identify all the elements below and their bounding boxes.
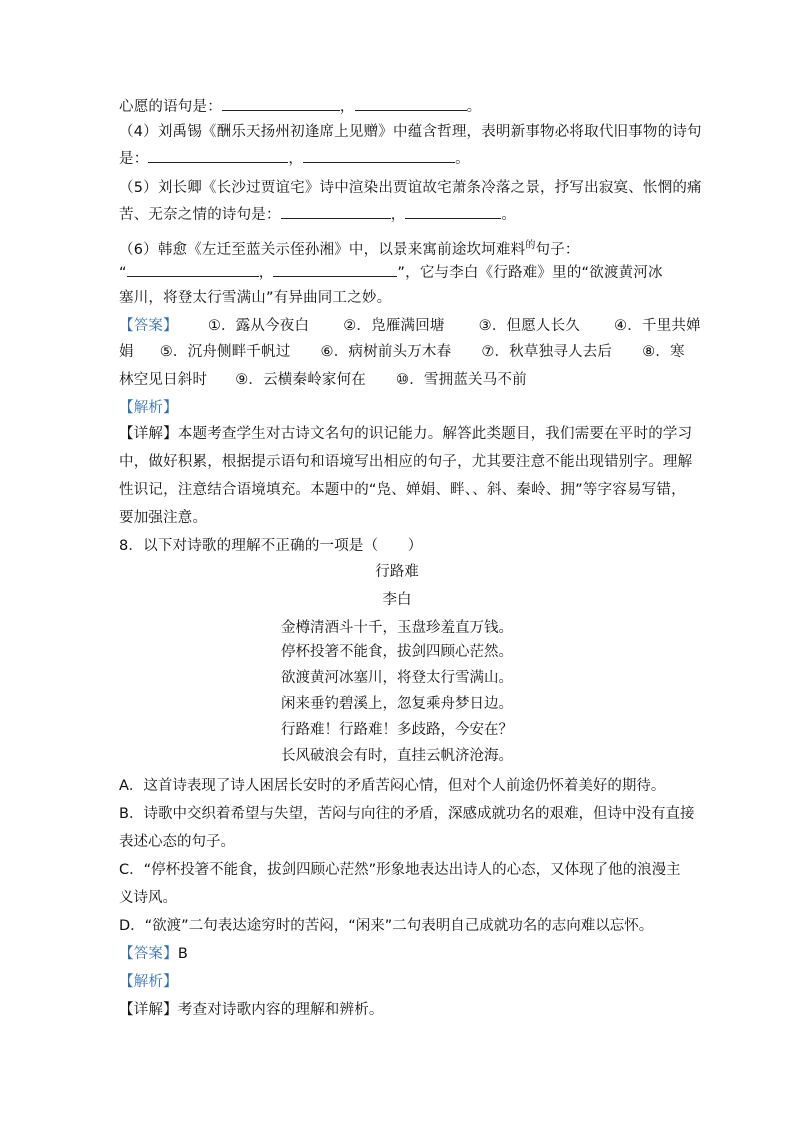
poem-title: 行路难 (375, 564, 419, 580)
analysis1-line1 (119, 424, 692, 444)
period: 。 (501, 207, 517, 223)
answer-item: 林空见日斜时 (119, 372, 208, 388)
q6-text-b: 句子： (535, 242, 580, 258)
option-a[interactable]: A．这首诗表现了诗人困居长安时的矛盾苦闷心情，但对个人前途仍怀着美好的期待。 (119, 778, 666, 794)
period: 。 (466, 99, 482, 115)
poem-line: 停杯投箸不能食，拔剑四顾心茫然。 (281, 644, 513, 660)
period: 。 (455, 151, 470, 167)
answer-item: ⑤．沉舟侧畔千帆过 (159, 344, 291, 360)
answer-item: ⑦．秋草独寻人去后 (481, 344, 613, 360)
option-c[interactable]: C．“停杯投箸不能食，拔剑四顾心茫然”形象地表达出诗人的心态，又体现了他的浪漫主 (119, 862, 681, 878)
q3-line (119, 96, 481, 117)
answer-blank[interactable] (355, 96, 467, 111)
comma: ， (390, 207, 406, 223)
option-b-cont: 表述心态的句子。 (119, 834, 235, 850)
poem-line: 闲来垂钓碧溪上，忽复乘舟梦日边。 (281, 696, 513, 712)
poem-line: 金樽清酒斗十千，玉盘珍羞直万钱。 (281, 620, 513, 636)
q6-text: （6）韩愈《左迁至蓝关示侄孙湘》中，以景来寓前途坎坷难料 (119, 242, 526, 258)
analysis-tag: 【解析】 (119, 400, 178, 416)
answer-item: ④．千里共婵 (614, 318, 701, 334)
answer-value: B (177, 946, 188, 962)
q4-line1: （4）刘禹锡《酬乐天扬州初逢席上见赠》中蕴含哲理，表明新事物必将取代旧事物的诗句 (119, 124, 702, 140)
answer-item: ⑧．寒 (642, 344, 685, 360)
q6-line1 (119, 236, 580, 260)
option-d[interactable]: D．“欲渡”二句表达途穷时的苦闷，“闲来”二句表明自己成就功名的志向难以忘怀。 (119, 918, 654, 934)
answer-blank[interactable] (405, 204, 501, 219)
answer2-line (119, 944, 188, 964)
answer-item: ⑨．云横秦岭家何在 (235, 372, 367, 388)
detail-tag: 【详解】 (119, 1002, 178, 1018)
answer1-row2 (119, 342, 685, 362)
analysis1-line2: 中，做好积累，根据提示语句和语境写出相应的句子，尤其要注意不能出现错别字。理解 (119, 454, 693, 470)
analysis1-line3: 性识记，注意结合语境填充。本题中的“凫、婵娟、畔、、斜、秦岭、拥”等字容易写错， (119, 482, 686, 498)
analysis-text: 考查对诗歌内容的理解和辨析。 (177, 1002, 384, 1018)
analysis2-line (119, 1000, 384, 1020)
poem-author: 李白 (382, 592, 412, 608)
answer-blank[interactable] (148, 148, 288, 163)
q5-prefix: 苦、无奈之情的诗句是： (119, 207, 281, 223)
q5-line2 (119, 204, 516, 225)
answer-item: ①．露从今夜白 (207, 318, 310, 334)
q4-prefix: 是： (119, 151, 149, 167)
answer-blank[interactable] (303, 148, 455, 163)
q6-line2 (119, 262, 663, 283)
answer-item: 娟 (119, 344, 134, 360)
open-quote: “ (119, 265, 127, 281)
q4-line2 (119, 148, 470, 169)
analysis1-line4: 要加强注意。 (119, 510, 208, 526)
answer-blank[interactable] (273, 262, 397, 277)
answer-blank[interactable] (281, 204, 391, 219)
q8-stem: 8．以下对诗歌的理解不正确的一项是（ ） (119, 538, 423, 554)
answer-item: ⑥．病树前头万木春 (320, 344, 452, 360)
comma: ， (258, 265, 274, 281)
detail-tag: 【详解】 (119, 426, 178, 442)
answer1-row3 (119, 370, 527, 390)
q6-after: ”，它与李白《行路难》里的“欲渡黄河冰 (397, 265, 663, 281)
poem-line: 欲渡黄河冰塞川，将登太行雪满山。 (281, 670, 513, 686)
answer-item: ②．凫雁满回塘 (343, 318, 445, 334)
answer1-row1 (119, 316, 701, 336)
answer-blank[interactable] (222, 96, 340, 111)
option-c-cont: 义诗风。 (119, 890, 177, 906)
analysis-tag: 【解析】 (119, 974, 178, 990)
poem-line: 行路难！行路难！多歧路，今安在？ (281, 722, 513, 738)
answer-blank[interactable] (127, 262, 259, 277)
option-b[interactable]: B．诗歌中交织着希望与失望，苦闷与向往的矛盾，深感成就功名的艰难，但诗中没有直接 (119, 806, 695, 822)
comma: ， (288, 151, 304, 167)
comma: ， (339, 99, 355, 115)
poem-line: 长风破浪会有时，直挂云帆济沧海。 (281, 748, 513, 764)
q6-sup: 的 (525, 240, 536, 251)
answer-tag: 【答案】 (119, 946, 178, 962)
q5-line1: （5）刘长卿《长沙过贾谊宅》诗中渲染出贾谊故宅萧条冷落之景，抒写出寂寞、怅惘的痛 (119, 180, 702, 196)
answer-item: ⑩．雪拥蓝关马不前 (396, 372, 527, 388)
answer-item: ③．但愿人长久 (478, 318, 581, 334)
analysis-text: 本题考查学生对古诗文名句的识记能力。解答此类题目，我们需要在平时的学习 (177, 426, 693, 442)
q6-line3: 塞川，将登太行雪满山”有异曲同工之妙。 (119, 290, 392, 306)
answer-tag: 【答案】 (119, 318, 178, 334)
q3-prefix: 心愿的语句是： (119, 99, 222, 115)
